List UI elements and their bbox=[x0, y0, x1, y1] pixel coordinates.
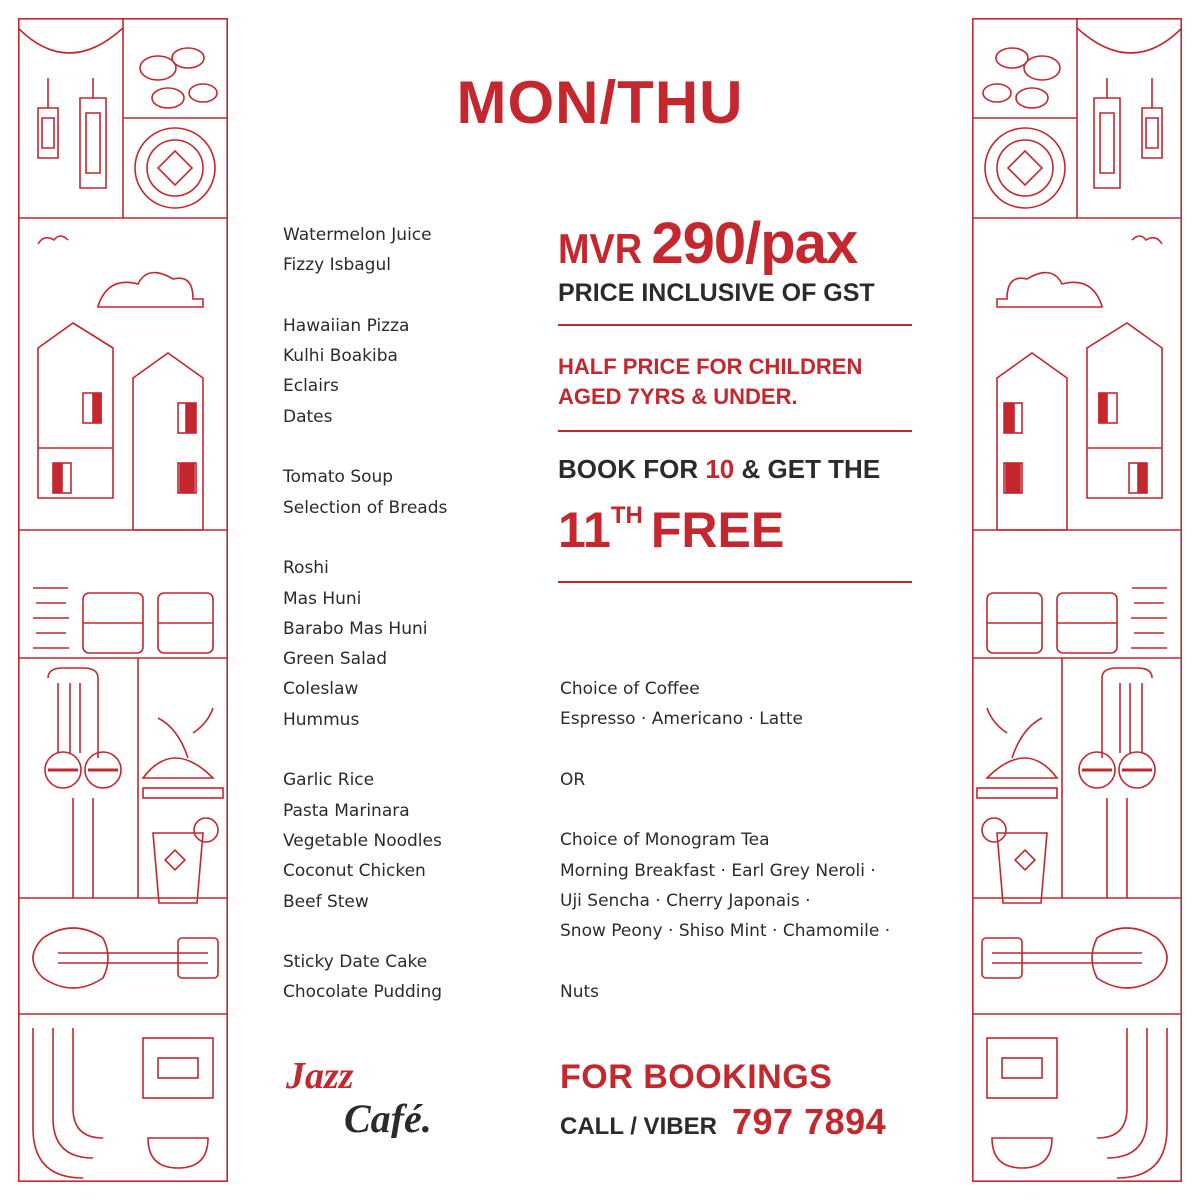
bookings-contact bbox=[560, 1101, 886, 1143]
divider bbox=[558, 581, 912, 583]
menu-item: Hawaiian Pizza bbox=[283, 315, 410, 336]
children-offer bbox=[558, 352, 914, 412]
divider bbox=[558, 324, 912, 326]
group-offer-count: 10 bbox=[705, 454, 735, 484]
menu-item: Selection of Breads bbox=[283, 497, 448, 518]
free-ordinal: TH bbox=[610, 502, 643, 529]
menu-item: Beef Stew bbox=[283, 891, 369, 912]
tea-options: Nuts bbox=[560, 981, 600, 1002]
gst-note: PRICE INCLUSIVE OF GST bbox=[558, 279, 875, 307]
menu-item: Barabo Mas Huni bbox=[283, 618, 428, 639]
group-offer-prefix: BOOK FOR bbox=[558, 454, 699, 484]
free-number: 11 bbox=[558, 502, 611, 558]
line-art-illustration bbox=[972, 18, 1182, 1182]
bookings-label: CALL / VIBER bbox=[560, 1113, 717, 1140]
drinks-list bbox=[560, 674, 920, 1007]
menu-list bbox=[283, 220, 543, 1008]
menu-item: Vegetable Noodles bbox=[283, 830, 442, 851]
menu-item: Dates bbox=[283, 406, 333, 427]
menu-item: Coleslaw bbox=[283, 679, 359, 700]
coffee-heading: Choice of Coffee bbox=[560, 679, 700, 699]
logo-line1: Jazz bbox=[286, 1055, 354, 1097]
decorative-panel-left bbox=[18, 18, 228, 1182]
menu-item: Hummus bbox=[283, 709, 360, 730]
group-offer bbox=[558, 454, 914, 485]
menu-item: Garlic Rice bbox=[283, 770, 375, 791]
or-separator: OR bbox=[560, 769, 586, 790]
page-title: MON/THU bbox=[456, 69, 744, 136]
menu-item: Green Salad bbox=[283, 649, 388, 670]
pricing-block bbox=[558, 210, 914, 583]
menu-item: Roshi bbox=[283, 558, 329, 579]
price bbox=[558, 210, 914, 277]
children-offer-line: AGED 7YRS & UNDER. bbox=[558, 384, 798, 409]
jazz-cafe-logo bbox=[282, 1048, 472, 1138]
price-amount: 290/pax bbox=[651, 211, 858, 276]
line-art-illustration bbox=[18, 18, 228, 1182]
bookings-title: FOR BOOKINGS bbox=[560, 1058, 833, 1096]
menu-item: Watermelon Juice bbox=[283, 225, 432, 245]
coffee-options: Espresso · Americano · Latte bbox=[560, 709, 803, 730]
menu-item: Coconut Chicken bbox=[283, 861, 426, 882]
menu-item: Kulhi Boakiba bbox=[283, 346, 398, 367]
menu-item: Pasta Marinara bbox=[283, 800, 410, 821]
menu-item: Sticky Date Cake bbox=[283, 952, 428, 973]
children-offer-line: HALF PRICE FOR CHILDREN bbox=[558, 354, 863, 379]
menu-item: Fizzy Isbagul bbox=[283, 255, 391, 276]
logo-icon bbox=[282, 1048, 472, 1138]
phone-number[interactable]: 797 7894 bbox=[732, 1101, 887, 1142]
menu-item: Tomato Soup bbox=[283, 467, 394, 488]
logo-line2: Café. bbox=[344, 1096, 432, 1138]
decorative-panel-right bbox=[972, 18, 1182, 1182]
bookings-block bbox=[560, 1058, 886, 1143]
tea-options: Morning Breakfast · Earl Grey Neroli · bbox=[560, 860, 876, 881]
free-word: FREE bbox=[650, 502, 785, 558]
menu-item: Eclairs bbox=[283, 376, 339, 397]
price-currency: MVR bbox=[558, 225, 643, 272]
menu-item: Chocolate Pudding bbox=[283, 982, 443, 1003]
group-offer-suffix: & GET THE bbox=[741, 454, 881, 484]
divider bbox=[558, 430, 912, 432]
tea-options: Snow Peony · Shiso Mint · Chamomile · bbox=[560, 921, 891, 942]
tea-options: Uji Sencha · Cherry Japonais · bbox=[560, 891, 811, 912]
menu-item: Mas Huni bbox=[283, 588, 362, 609]
tea-heading: Choice of Monogram Tea bbox=[560, 830, 770, 851]
free-offer bbox=[558, 489, 914, 557]
